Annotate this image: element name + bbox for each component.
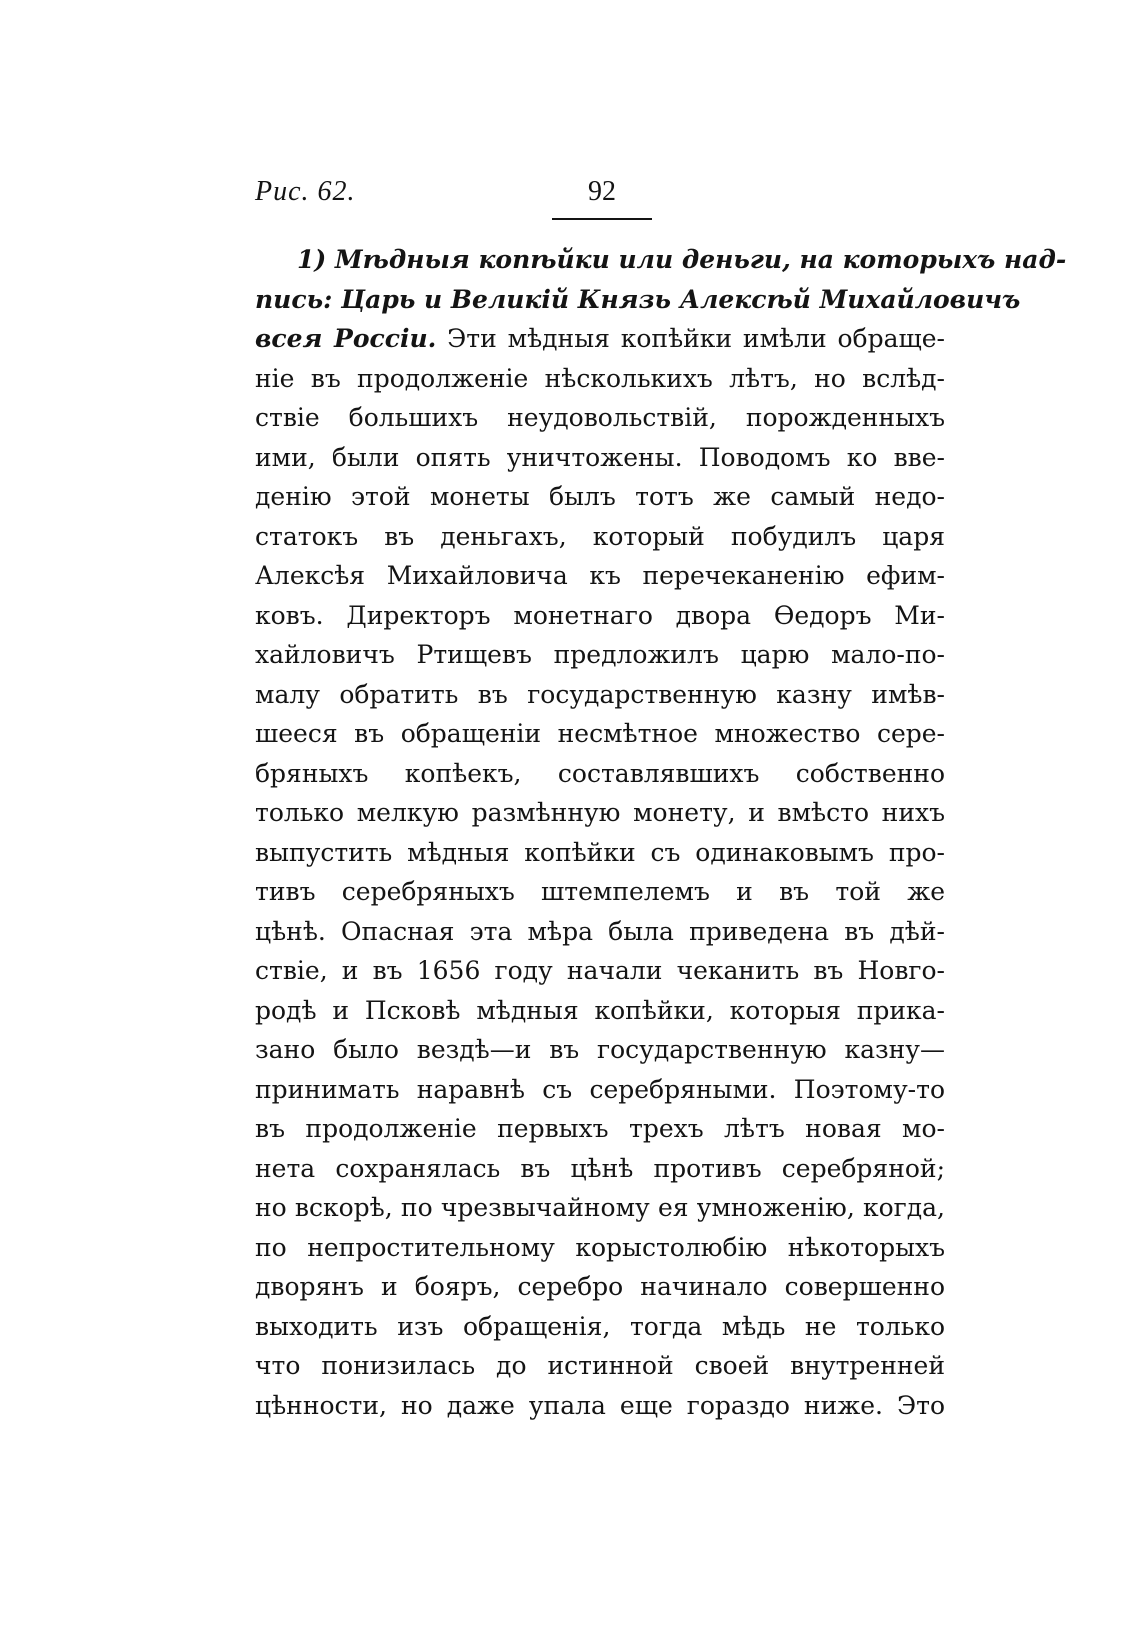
text-line <box>255 991 945 1031</box>
italic-heading-text: всея Россіи. <box>255 324 437 353</box>
text-line <box>255 596 945 636</box>
text-line <box>255 714 945 754</box>
body-text-segment: въ продолженіе первыхъ трехъ лѣтъ новая мо- <box>255 1114 945 1143</box>
text-line <box>255 240 1067 280</box>
body-text-segment: денію этой монеты былъ тотъ же самый недо- <box>255 482 945 511</box>
page-number: 92 <box>552 176 652 220</box>
body-text-segment: шееся въ обращеніи несмѣтное множество сере- <box>255 719 945 748</box>
text-line <box>255 635 945 675</box>
text-line <box>255 280 1021 320</box>
text-line <box>255 951 945 991</box>
body-text-segment: цѣнности, но даже упала еще гораздо ниже. Это <box>255 1390 945 1420</box>
body-text-segment: зано было вездѣ—и въ государственную казну— <box>255 1035 945 1064</box>
text-line <box>255 793 945 833</box>
body-text-segment: статокъ въ деньгахъ, который побудилъ царя <box>255 521 945 551</box>
text-line <box>255 1267 945 1307</box>
text-line <box>255 1307 945 1347</box>
body-text-segment: по непростительному корыстолюбію нѣкоторыхъ <box>255 1232 945 1262</box>
text-line <box>255 1109 945 1149</box>
text-line <box>255 1070 945 1110</box>
body-text-segment: нета сохранялась въ цѣнѣ противъ серебряной; <box>255 1153 945 1183</box>
body-text-segment: Эти мѣдныя копѣйки имѣли обраще- <box>436 324 945 353</box>
body-text-segment: принимать наравнѣ съ серебряными. Поэтому-то <box>255 1074 945 1104</box>
body-text-segment: выходить изъ обращенія, тогда мѣдь не только <box>255 1311 945 1341</box>
body-text-segment: тивъ серебряныхъ штемпелемъ и въ той же <box>255 877 945 906</box>
body-text-segment: что понизилась до истинной своей внутренней <box>255 1351 945 1380</box>
body-text <box>255 240 1067 1425</box>
text-line <box>255 477 945 517</box>
figure-label: Рис. 62. <box>255 176 356 207</box>
page-header <box>255 176 945 224</box>
body-text-segment: бряныхъ копѣекъ, составлявшихъ собственно <box>255 758 945 788</box>
body-text-segment: ствіе, и въ 1656 году начали чеканить въ Новго- <box>255 956 945 985</box>
text-line <box>255 1228 945 1268</box>
text-line <box>255 438 945 478</box>
body-text-segment: ствіе большихъ неудовольствій, порожденныхъ <box>255 403 945 432</box>
body-text-segment: ніе въ продолженіе нѣсколькихъ лѣтъ, но вслѣд- <box>255 363 945 393</box>
text-line <box>255 675 945 715</box>
text-line <box>255 1386 945 1426</box>
body-text-segment: Алексѣя Михайловича къ перечеканенію ефим- <box>255 561 945 590</box>
body-text-segment: ковъ. Директоръ монетнаго двора Ѳедоръ Ми- <box>255 600 945 630</box>
text-line <box>255 754 945 794</box>
italic-heading-text: пись: Царь и Великій Князь Алексѣй Михайловичъ <box>255 284 1021 314</box>
body-text-segment: дворянъ и бояръ, серебро начинало совершенно <box>255 1272 945 1301</box>
text-line <box>255 912 945 952</box>
text-line <box>255 1030 945 1070</box>
body-text-segment: только мелкую размѣнную монету, и вмѣсто нихъ <box>255 798 945 827</box>
body-text-segment: малу обратить въ государственную казну имѣв- <box>255 679 945 709</box>
italic-heading-text: 1) Мѣдныя копѣйки или деньги, на которыхъ над- <box>297 245 1067 274</box>
text-line <box>255 1188 945 1228</box>
body-text-segment: но вскорѣ, по чрезвычайному ея умноженію, когда, <box>255 1193 945 1222</box>
body-text-segment: хайловичъ Ртищевъ предложилъ царю мало-по- <box>255 640 945 669</box>
body-text-segment: родѣ и Псковѣ мѣдныя копѣйки, которыя прика- <box>255 995 945 1025</box>
text-line <box>255 1149 945 1189</box>
body-text-segment: выпустить мѣдныя копѣйки съ одинаковымъ про- <box>255 837 945 867</box>
text-line <box>255 556 945 596</box>
text-line <box>255 359 945 399</box>
text-line <box>255 517 945 557</box>
body-text-segment: цѣнѣ. Опасная эта мѣра была приведена въ дѣй- <box>255 916 945 946</box>
text-line <box>255 319 945 359</box>
body-text-segment: ими, были опять уничтожены. Поводомъ ко вве- <box>255 442 945 472</box>
text-line <box>255 872 945 912</box>
text-line <box>255 398 945 438</box>
text-line <box>255 833 945 873</box>
text-line <box>255 1346 945 1386</box>
